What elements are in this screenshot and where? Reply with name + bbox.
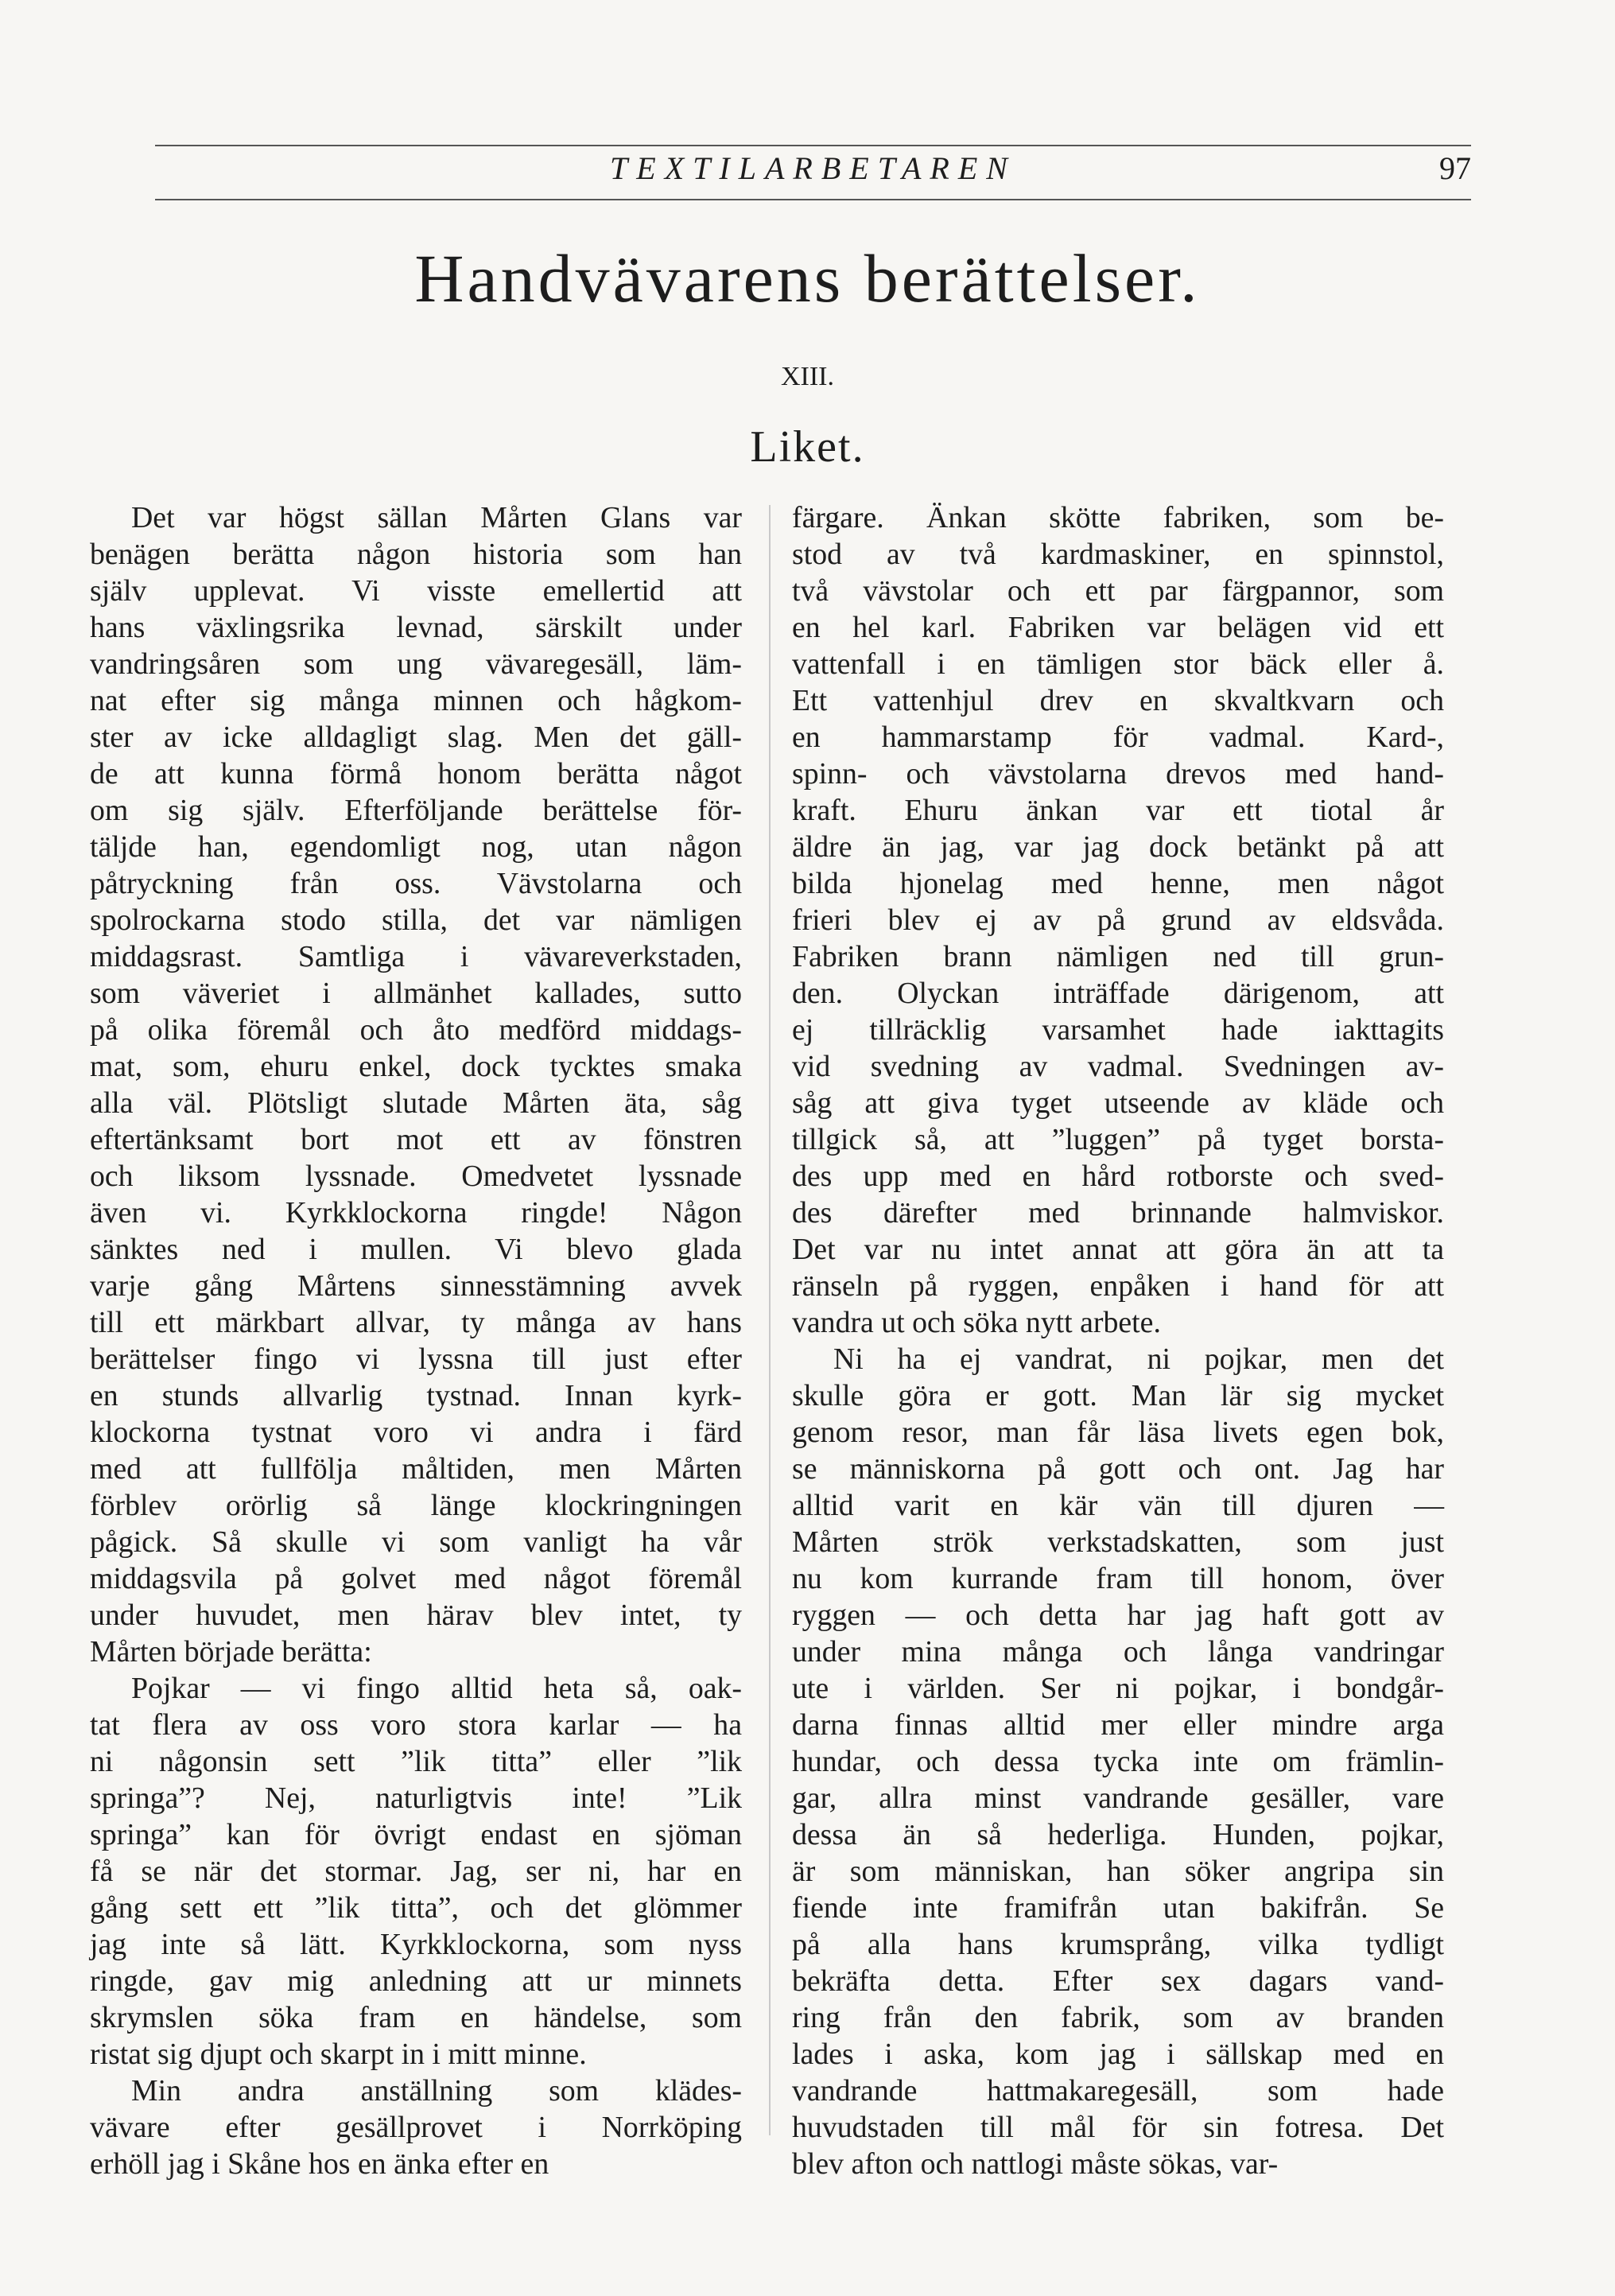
text-line: alla väl. Plötsligt slutade Mårten äta, såg	[90, 1086, 742, 1120]
text-line: till ett märkbart allvar, ty många av hans	[90, 1306, 742, 1339]
text-line: ristat sig djupt och skarpt in i mitt minne.	[90, 2038, 587, 2071]
text-line: täljde han, egendomligt nog, utan någon	[90, 830, 742, 864]
text-line: den. Olyckan inträffade därigenom, att	[792, 977, 1444, 1010]
paragraph	[90, 2073, 742, 2182]
text-line: lades i aska, kom jag i sällskap med en	[792, 2038, 1444, 2071]
text-line: alltid varit en kär vän till djuren —	[792, 1489, 1444, 1522]
text-line: Min andra anställning som klädes-	[131, 2074, 742, 2108]
text-line: nat efter sig många minnen och hågkom-	[90, 684, 742, 717]
text-line: som väveriet i allmänhet kallades, sutto	[90, 977, 742, 1010]
text-line: spinn- och vävstolarna drevos med hand-	[792, 757, 1444, 791]
text-line: gång sett ett ”lik titta”, och det glömmer	[90, 1891, 742, 1925]
page-number: 97	[1439, 150, 1471, 186]
text-line: med att fullfölja måltiden, men Mårten	[90, 1452, 742, 1486]
text-line: eftertänksamt bort mot ett av fönstren	[90, 1123, 742, 1156]
text-line: pågick. Så skulle vi som vanligt ha vår	[90, 1525, 742, 1559]
text-line: ringde, gav mig anledning att ur minnets	[90, 1964, 742, 1998]
text-line: middagsvila på golvet med något föremål	[90, 1562, 742, 1595]
text-line: påtryckning från oss. Vävstolarna och	[90, 867, 742, 900]
text-line: ej tillräcklig varsamhet hade iakttagits	[792, 1013, 1444, 1047]
text-line: äldre än jag, var jag dock betänkt på att	[792, 830, 1444, 864]
text-line: mat, som, ehuru enkel, dock tycktes smaka	[90, 1050, 742, 1083]
text-column-left	[90, 499, 742, 2182]
text-line: få se när det stormar. Jag, ser ni, har en	[90, 1855, 742, 1888]
text-line: är som människan, han söker angripa sin	[792, 1855, 1444, 1888]
text-line: des därefter med brinnande halmviskor.	[792, 1196, 1444, 1230]
text-line: sänktes ned i mullen. Vi blevo glada	[90, 1233, 742, 1266]
text-line: ute i världen. Ser ni pojkar, i bondgår-	[792, 1672, 1444, 1705]
text-line: och liksom lyssnade. Omedvetet lyssnade	[90, 1160, 742, 1193]
text-line: springa” kan för övrigt endast en sjöman	[90, 1818, 742, 1851]
text-line: des upp med en hård rotborste och sved-	[792, 1160, 1444, 1193]
text-line: Det var högst sällan Mårten Glans var	[131, 501, 742, 534]
text-line: nu kom kurrande fram till honom, över	[792, 1562, 1444, 1595]
text-line: vid svedning av vadmal. Svedningen av-	[792, 1050, 1444, 1083]
text-line: berättelser fingo vi lyssna till just efter	[90, 1342, 742, 1376]
text-line: även vi. Kyrkklockorna ringde! Någon	[90, 1196, 742, 1230]
text-line: själv upplevat. Vi visste emellertid att	[90, 574, 742, 608]
paragraph	[792, 499, 1444, 1341]
text-line: middagsrast. Samtliga i vävareverkstaden,	[90, 940, 742, 973]
text-line: vandra ut och söka nytt arbete.	[792, 1306, 1161, 1339]
text-line: färgare. Änkan skötte fabriken, som be-	[792, 501, 1444, 534]
text-line: dessa än så hederliga. Hunden, pojkar,	[792, 1818, 1444, 1851]
text-line: tillgick så, att ”luggen” på tyget borsta-	[792, 1123, 1444, 1156]
text-line: såg att giva tyget utseende av kläde och	[792, 1086, 1444, 1120]
text-line: Pojkar — vi fingo alltid heta så, oak-	[131, 1672, 742, 1705]
text-line: gar, allra minst vandrande gesäller, vare	[792, 1781, 1444, 1815]
text-line: se människorna på gott och ont. Jag har	[792, 1452, 1444, 1486]
text-line: huvudstaden till mål för sin fotresa. Det	[792, 2111, 1444, 2144]
text-line: hans växlingsrika levnad, särskilt under	[90, 611, 742, 644]
text-line: ränseln på ryggen, enpåken i hand för att	[792, 1269, 1444, 1303]
text-line: ring från den fabrik, som av branden	[792, 2001, 1444, 2034]
text-line: Ni ha ej vandrat, ni pojkar, men det	[833, 1342, 1444, 1376]
text-line: två vävstolar och ett par färgpannor, som	[792, 574, 1444, 608]
text-line: Det var nu intet annat att göra än att ta	[792, 1233, 1444, 1266]
text-line: en hammarstamp för vadmal. Kard-,	[792, 721, 1444, 754]
text-line: en hel karl. Fabriken var belägen vid ett	[792, 611, 1444, 644]
text-line: blev afton och nattlogi måste sökas, var-	[792, 2147, 1279, 2181]
paragraph	[90, 1670, 742, 2073]
text-line: under mina många och långa vandringar	[792, 1635, 1444, 1669]
paragraph	[792, 1341, 1444, 2182]
text-column-right	[792, 499, 1444, 2182]
journal-name: TEXTILARBETAREN	[610, 150, 1016, 186]
article-title: Handvävarens berättelser.	[414, 240, 1201, 317]
text-line: klockorna tystnat voro vi andra i färd	[90, 1416, 742, 1449]
text-line: en stunds allvarlig tystnad. Innan kyrk-	[90, 1379, 742, 1412]
text-line: frieri blev ej av på grund av eldsvåda.	[792, 903, 1444, 937]
story-title: Liket.	[750, 422, 865, 472]
text-line: kraft. Ehuru änkan var ett tiotal år	[792, 794, 1444, 827]
text-line: erhöll jag i Skåne hos en änka efter en	[90, 2147, 549, 2181]
column-divider	[769, 505, 771, 2135]
text-line: stod av två kardmaskiner, en spinnstol,	[792, 538, 1444, 571]
text-line: Ett vattenhjul drev en skvaltkvarn och	[792, 684, 1444, 717]
text-line: om sig själv. Efterföljande berättelse för-	[90, 794, 742, 827]
text-line: Fabriken brann nämligen ned till grun-	[792, 940, 1444, 973]
text-line: benägen berätta någon historia som han	[90, 538, 742, 571]
text-line: ryggen — och detta har jag haft gott av	[792, 1599, 1444, 1632]
text-line: skrymslen söka fram en händelse, som	[90, 2001, 742, 2034]
text-line: hundar, och dessa tycka inte om främlin-	[792, 1745, 1444, 1778]
text-line: de att kunna förmå honom berätta något	[90, 757, 742, 791]
text-line: varje gång Mårtens sinnesstämning avvek	[90, 1269, 742, 1303]
text-line: jag inte så lätt. Kyrkklockorna, som nyss	[90, 1928, 742, 1961]
text-line: förblev orörlig så länge klockringningen	[90, 1489, 742, 1522]
text-line: darna finnas alltid mer eller mindre arga	[792, 1708, 1444, 1742]
text-line: Mårten började berätta:	[90, 1635, 372, 1669]
text-line: på alla hans krumsprång, vilka tydligt	[792, 1928, 1444, 1961]
text-line: vandringsåren som ung vävaregesäll, läm-	[90, 647, 742, 681]
text-line: bilda hjonelag med henne, men något	[792, 867, 1444, 900]
text-line: fiende inte framifrån utan bakifrån. Se	[792, 1891, 1444, 1925]
text-line: ster av icke alldagligt slag. Men det gäll-	[90, 721, 742, 754]
text-line: ni någonsin sett ”lik titta” eller ”lik	[90, 1745, 742, 1778]
text-line: genom resor, man får läsa livets egen bok,	[792, 1416, 1444, 1449]
text-line: under huvudet, men härav blev intet, ty	[90, 1599, 742, 1632]
paragraph	[90, 499, 742, 1670]
text-line: Mårten strök verkstadskatten, som just	[792, 1525, 1444, 1559]
text-line: på olika föremål och åto medförd middags-	[90, 1013, 742, 1047]
text-line: bekräfta detta. Efter sex dagars vand-	[792, 1964, 1444, 1998]
text-line: vattenfall i en tämligen stor bäck eller å.	[792, 647, 1444, 681]
text-line: tat flera av oss voro stora karlar — ha	[90, 1708, 742, 1742]
text-line: spolrockarna stodo stilla, det var nämligen	[90, 903, 742, 937]
text-line: springa”? Nej, naturligtvis inte! ”Lik	[90, 1781, 742, 1815]
running-head	[155, 145, 1471, 200]
text-line: skulle göra er gott. Man lär sig mycket	[792, 1379, 1444, 1412]
part-number: XIII.	[780, 362, 835, 391]
text-line: vävare efter gesällprovet i Norrköping	[90, 2111, 742, 2144]
text-line: vandrande hattmakaregesäll, som hade	[792, 2074, 1444, 2108]
